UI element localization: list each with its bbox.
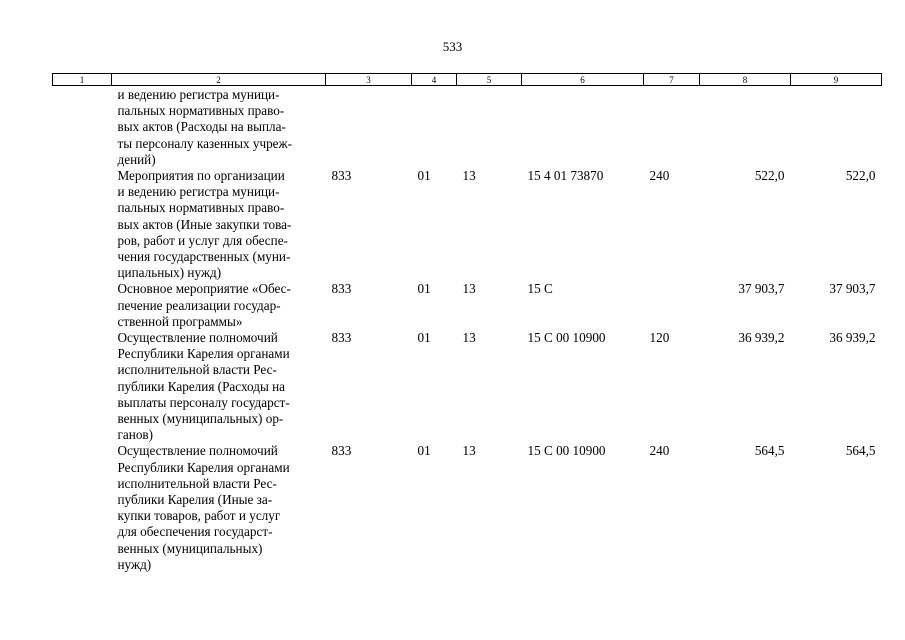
name-line: Осуществление полномочий — [117, 330, 278, 346]
cell-amount-9: 564,5 — [845, 443, 876, 459]
cell-admin-code: 833 — [331, 443, 352, 459]
column-header: 8 — [700, 74, 791, 86]
cell-admin-code — [326, 86, 412, 169]
name-line: ципальных) нужд) — [117, 265, 222, 281]
name-line: нужд) — [117, 556, 152, 572]
cell-amount-8: 37 903,7 — [738, 281, 785, 297]
cell-expense-type: 120 — [649, 330, 670, 346]
name-line: пальных нормативных право- — [117, 103, 285, 119]
cell-section: 01 — [417, 330, 431, 346]
name-line: публики Карелия (Расходы на — [117, 378, 286, 394]
cell-name — [112, 330, 326, 443]
cell-expense-type: 240 — [649, 168, 670, 184]
name-line: вых актов (Расходы на выпла- — [117, 119, 286, 135]
cell-subsection: 13 — [462, 330, 476, 346]
cell-subsection: 13 — [462, 443, 476, 459]
cell-amount-8: 522,0 — [754, 168, 785, 184]
column-number-row — [53, 74, 882, 86]
column-header: 7 — [644, 74, 700, 86]
name-line: венных (муниципальных) — [117, 540, 263, 556]
name-line: вых актов (Иные закупки това- — [117, 216, 292, 232]
cell-subsection: 13 — [462, 168, 476, 184]
name-line: Республики Карелия органами — [117, 459, 290, 475]
cell-section: 01 — [417, 281, 431, 297]
column-header: 1 — [53, 74, 112, 86]
column-header: 3 — [326, 74, 412, 86]
cell-section — [412, 86, 457, 169]
cell-amount-9: 36 939,2 — [829, 330, 876, 346]
cell-expense-type — [644, 281, 700, 330]
cell-target-article: 15 С — [527, 281, 553, 297]
cell-col-1 — [53, 281, 112, 330]
name-line: публики Карелия (Иные за- — [117, 492, 273, 508]
column-header: 5 — [457, 74, 522, 86]
cell-col-1 — [53, 86, 112, 169]
cell-amount-8 — [700, 86, 791, 169]
name-line: ты персоналу казенных учреж- — [117, 135, 293, 151]
name-line: и ведению регистра муници- — [117, 87, 280, 102]
name-line: для обеспечения государст- — [117, 524, 273, 540]
page-number: 533 — [442, 39, 463, 54]
name-line: Республики Карелия органами — [117, 346, 290, 362]
cell-expense-type — [644, 86, 700, 169]
cell-amount-8: 564,5 — [754, 443, 785, 459]
table-row — [53, 281, 882, 330]
cell-target-article: 15 С 00 10900 — [527, 443, 606, 459]
cell-col-1 — [53, 168, 112, 281]
name-line: печение реализации государ- — [117, 297, 281, 313]
name-line: дений) — [117, 151, 156, 167]
cell-subsection — [457, 86, 522, 169]
table-row — [53, 86, 882, 169]
cell-name — [112, 281, 326, 330]
table-row — [53, 443, 882, 573]
name-line: ганов) — [117, 427, 154, 443]
cell-section: 01 — [417, 443, 431, 459]
budget-table — [52, 73, 882, 573]
cell-amount-9 — [791, 86, 882, 169]
cell-expense-type: 240 — [649, 443, 670, 459]
column-header: 9 — [791, 74, 882, 86]
name-line: Осуществление полномочий — [117, 443, 278, 459]
name-line: чения государственных (муни- — [117, 249, 291, 265]
cell-admin-code: 833 — [331, 168, 352, 184]
name-line: исполнительной власти Рес- — [117, 362, 277, 378]
name-line: Основное мероприятие «Обес- — [117, 281, 291, 297]
name-line: венных (муниципальных) ор- — [117, 411, 284, 427]
cell-target-article: 15 4 01 73870 — [527, 168, 604, 184]
name-line: Мероприятия по организации — [117, 168, 285, 184]
table-row — [53, 168, 882, 281]
name-line: ров, работ и услуг для обеспе- — [117, 232, 288, 248]
name-line: выплаты персоналу государст- — [117, 394, 290, 410]
cell-amount-9: 37 903,7 — [829, 281, 876, 297]
cell-admin-code: 833 — [331, 330, 352, 346]
cell-amount-9: 522,0 — [845, 168, 876, 184]
cell-name — [112, 443, 326, 573]
cell-amount-8: 36 939,2 — [738, 330, 785, 346]
name-line: исполнительной власти Рес- — [117, 475, 277, 491]
cell-col-1 — [53, 330, 112, 443]
cell-name — [112, 168, 326, 281]
name-line: ственной программы» — [117, 313, 243, 329]
name-line: купки товаров, работ и услуг — [117, 508, 281, 524]
column-header: 2 — [112, 74, 326, 86]
name-line: и ведению регистра муници- — [117, 184, 280, 200]
cell-target-article — [522, 86, 644, 169]
name-line: пальных нормативных право- — [117, 200, 285, 216]
cell-section: 01 — [417, 168, 431, 184]
column-header: 6 — [522, 74, 644, 86]
cell-target-article: 15 С 00 10900 — [527, 330, 606, 346]
column-header: 4 — [412, 74, 457, 86]
cell-admin-code: 833 — [331, 281, 352, 297]
cell-subsection: 13 — [462, 281, 476, 297]
table-row — [53, 330, 882, 443]
cell-name — [112, 86, 326, 169]
cell-col-1 — [53, 443, 112, 573]
